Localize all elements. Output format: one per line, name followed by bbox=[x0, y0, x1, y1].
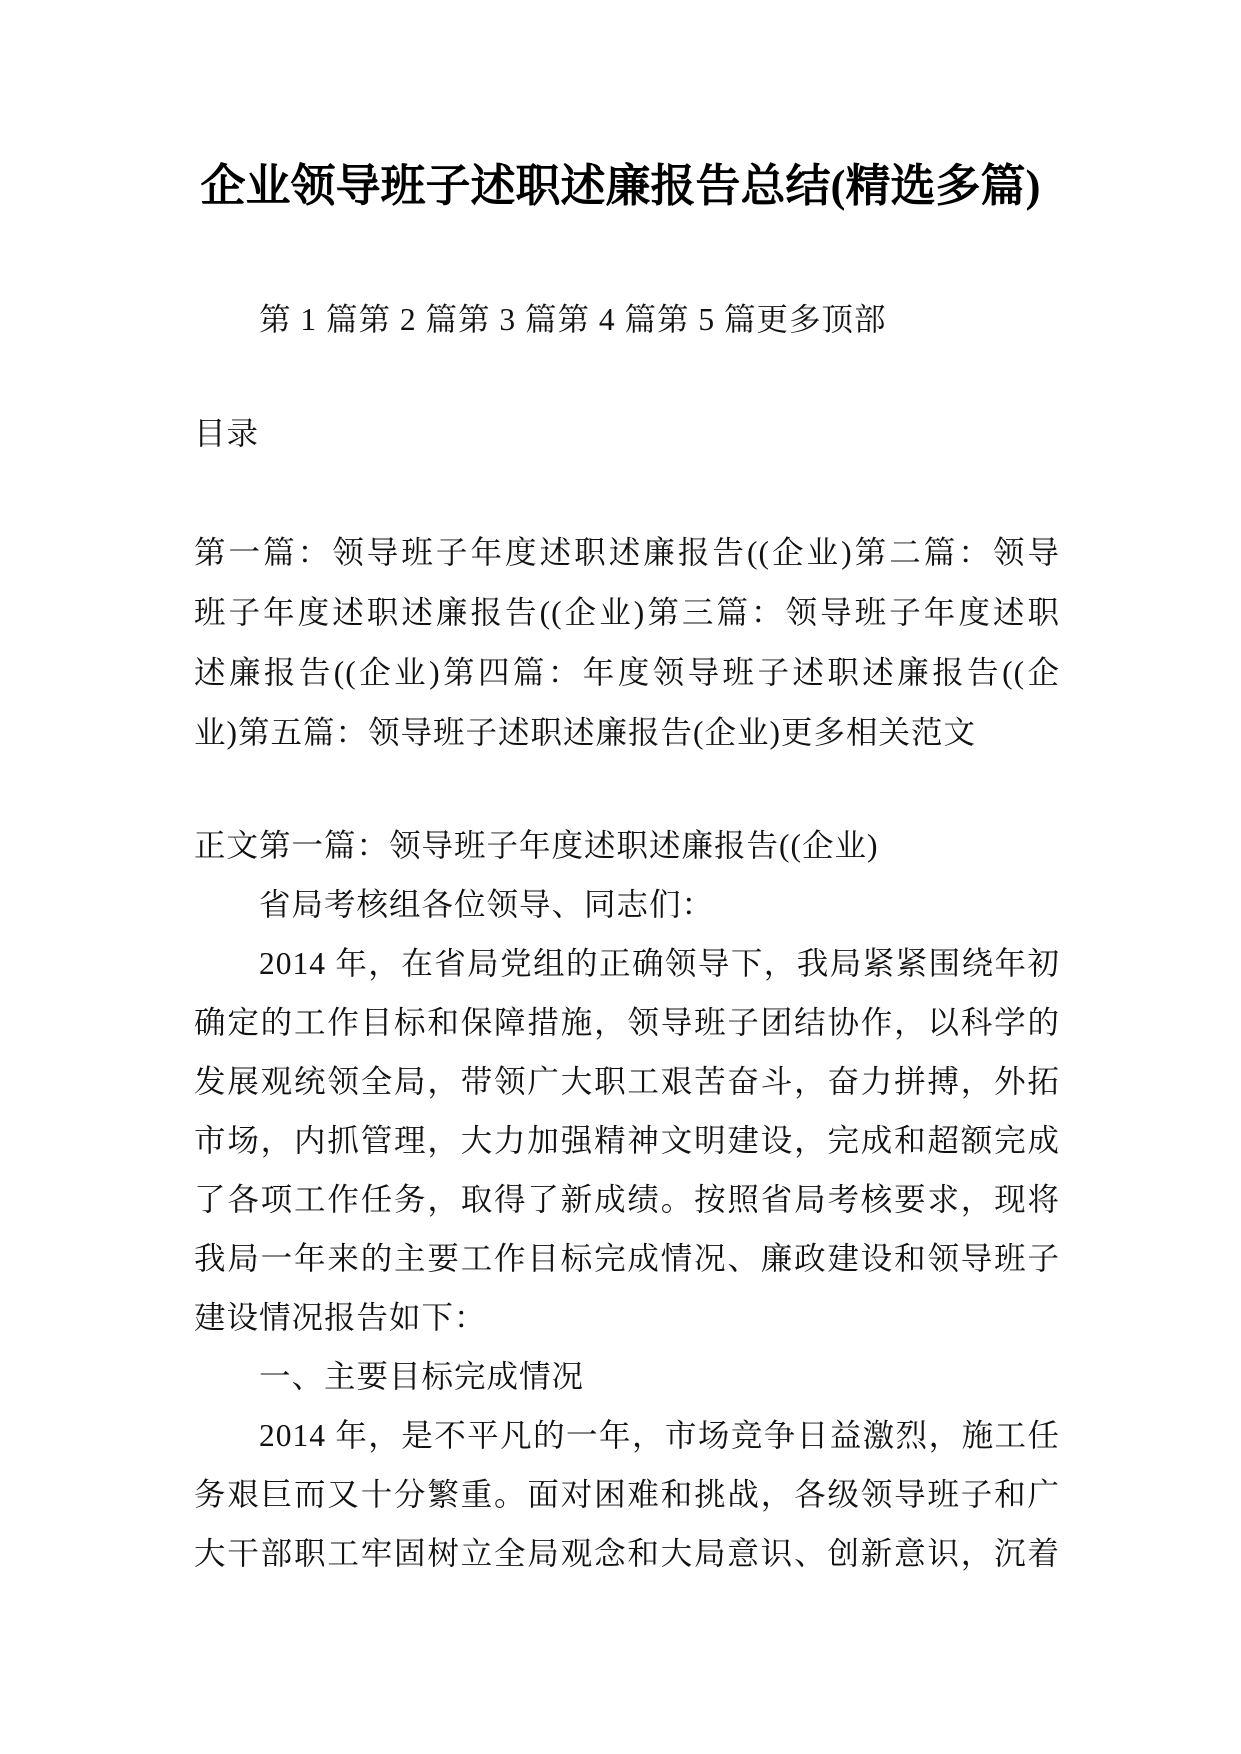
paragraph-line: 2014 年，是不平凡的一年，市场竞争日益激烈，施工任 bbox=[259, 1418, 1060, 1453]
toc-line: 述廉报告((企业)第四篇：年度领导班子述职述廉报告((企 bbox=[194, 655, 1060, 690]
chapter-nav: 第 1 篇第 2 篇第 3 篇第 4 篇第 5 篇更多顶部 bbox=[259, 302, 887, 337]
paragraph-line: 确定的工作目标和保障措施，领导班子团结协作，以科学的 bbox=[194, 1005, 1060, 1040]
paragraph-line: 建设情况报告如下： bbox=[194, 1300, 487, 1335]
paragraph bbox=[194, 1406, 1060, 1583]
section-heading: 正文第一篇：领导班子年度述职述廉报告((企业) bbox=[194, 828, 879, 863]
salutation: 省局考核组各位领导、同志们： bbox=[259, 887, 715, 922]
body-text bbox=[194, 816, 1060, 1583]
table-of-contents bbox=[194, 523, 1060, 763]
subsection-heading: 一、主要目标完成情况 bbox=[259, 1359, 585, 1394]
toc-heading: 目录 bbox=[194, 416, 260, 451]
toc-line: 第一篇：领导班子年度述职述廉报告((企业)第二篇：领导 bbox=[194, 535, 1060, 570]
toc-line: 业)第五篇：领导班子述职述廉报告(企业)更多相关范文 bbox=[194, 715, 976, 750]
paragraph-line: 务艰巨而又十分繁重。面对困难和挑战，各级领导班子和广 bbox=[194, 1477, 1060, 1512]
paragraph-line: 我局一年来的主要工作目标完成情况、廉政建设和领导班子 bbox=[194, 1241, 1060, 1276]
paragraph-line: 发展观统领全局，带领广大职工艰苦奋斗，奋力拼搏，外拓 bbox=[194, 1064, 1060, 1099]
document-title: 企业领导班子述职述廉报告总结(精选多篇) bbox=[200, 161, 1041, 211]
paragraph-line: 了各项工作任务，取得了新成绩。按照省局考核要求，现将 bbox=[194, 1182, 1060, 1217]
paragraph bbox=[194, 934, 1060, 1347]
paragraph-line: 大干部职工牢固树立全局观念和大局意识、创新意识，沉着 bbox=[194, 1536, 1060, 1571]
paragraph-line: 2014 年，在省局党组的正确领导下，我局紧紧围绕年初 bbox=[259, 946, 1060, 981]
paragraph-line: 市场，内抓管理，大力加强精神文明建设，完成和超额完成 bbox=[194, 1123, 1060, 1158]
toc-line: 班子年度述职述廉报告((企业)第三篇：领导班子年度述职 bbox=[194, 595, 1060, 630]
